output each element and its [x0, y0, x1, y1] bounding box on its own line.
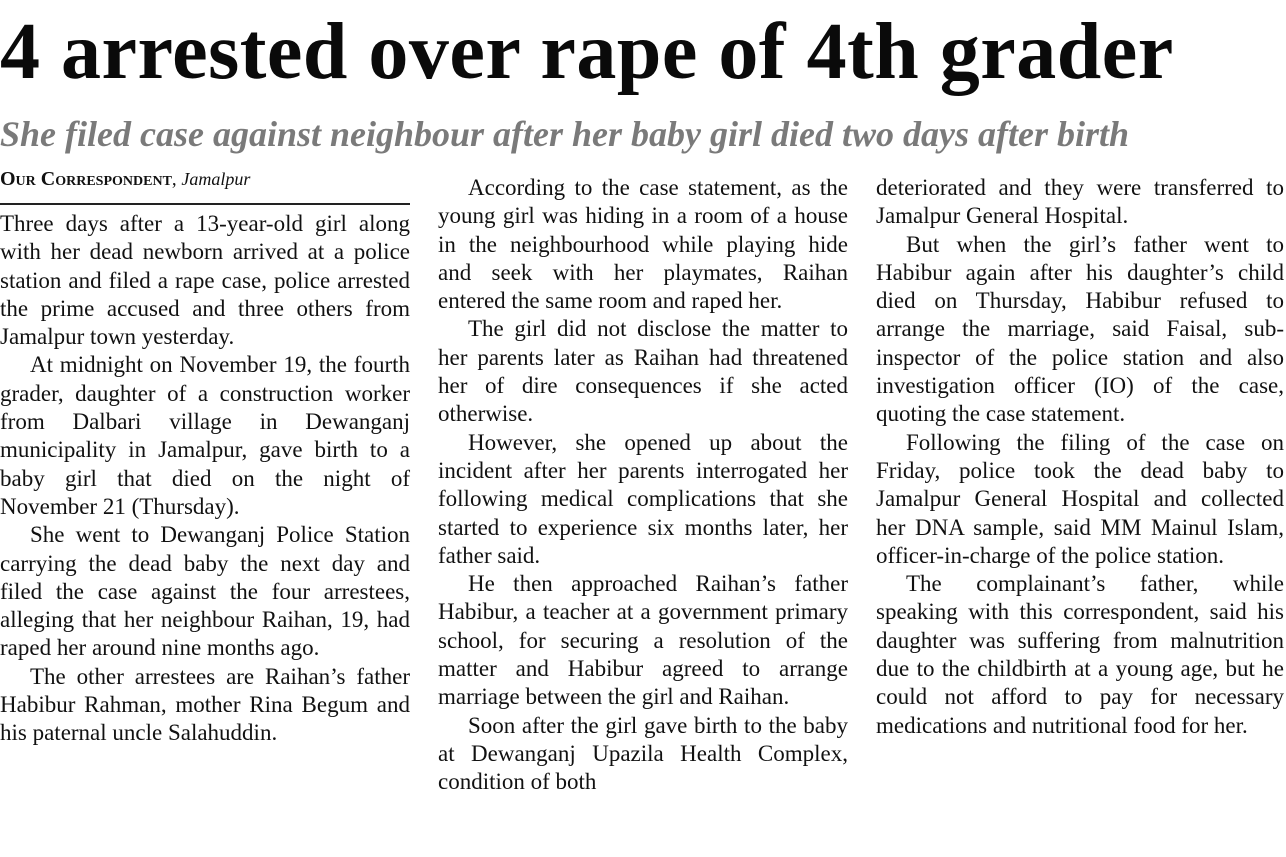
paragraph: Soon after the girl gave birth to the baby at Dewanganj Upazila Health Complex, condition of both — [438, 712, 848, 795]
paragraph: At midnight on November 19, the fourth grader, daughter of a construction worker from Dalbari village in Dewanganj municipality in Jamalpur, gave birth to a baby girl that died on the night of November 21 (Thursday). — [0, 352, 410, 519]
paragraph: The other arrestees are Raihan’s father Habibur Rahman, mother Rina Begum and his paternal uncle Salahuddin. — [0, 663, 410, 746]
byline-separator: , — [171, 169, 177, 190]
byline-location: Jamalpur — [181, 169, 251, 189]
byline-divider — [0, 203, 410, 205]
article-column-2 — [438, 174, 848, 797]
paragraph: deteriorated and they were transferred to Jamalpur General Hospital. — [876, 175, 1284, 229]
paragraph: The complainant’s father, while speaking with this correspondent, said his daughter was suffering from malnutrition due to the childbirth at a young age, but he could not afford to pay for necessary medications and nutritional food for her. — [876, 571, 1284, 738]
paragraph: Following the filing of the case on Friday, police took the dead baby to Jamalpur General Hospital and collected her DNA sample, said MM Mainul Islam, officer-in-charge of the police station. — [876, 429, 1284, 568]
article-headline: 4 arrested over rape of 4th grader — [0, 8, 1174, 96]
article-column-3 — [876, 174, 1284, 740]
paragraph: He then approached Raihan’s father Habibur, a teacher at a government primary school, for securing a resolution of the matter and Habibur agreed to arrange marriage between the girl and Raihan. — [438, 571, 848, 710]
article-column-1 — [0, 210, 410, 748]
paragraph: The girl did not disclose the matter to her parents later as Raihan had threatened her of dire consequences if she acted otherwise. — [438, 316, 848, 427]
paragraph: She went to Dewanganj Police Station carrying the dead baby the next day and filed the case against the four arrestees, alleging that her neighbour Raihan, 19, had raped her around nine months ago. — [0, 522, 410, 661]
paragraph: Three days after a 13-year-old girl along with her dead newborn arrived at a police station and filed a rape case, police arrested the prime accused and three others from Jamalpur town yesterday. — [0, 211, 410, 350]
paragraph: According to the case statement, as the young girl was hiding in a room of a house in the neighbourhood while playing hide and seek with her playmates, Raihan entered the same room and raped her. — [438, 175, 848, 314]
byline — [0, 166, 410, 193]
paragraph: However, she opened up about the incident after her parents interrogated her following medical complications that she started to experience six months later, her father said. — [438, 429, 848, 568]
paragraph: But when the girl’s father went to Habibur again after his daughter’s child died on Thursday, Habibur refused to arrange the marriage, said Faisal, sub-inspector of the police station and also investigation officer (IO) of the case, quoting the case statement. — [876, 231, 1284, 427]
article-subheadline: She filed case against neighbour after her baby girl died two days after birth — [0, 114, 1130, 154]
byline-author: Our Correspondent — [0, 168, 172, 190]
